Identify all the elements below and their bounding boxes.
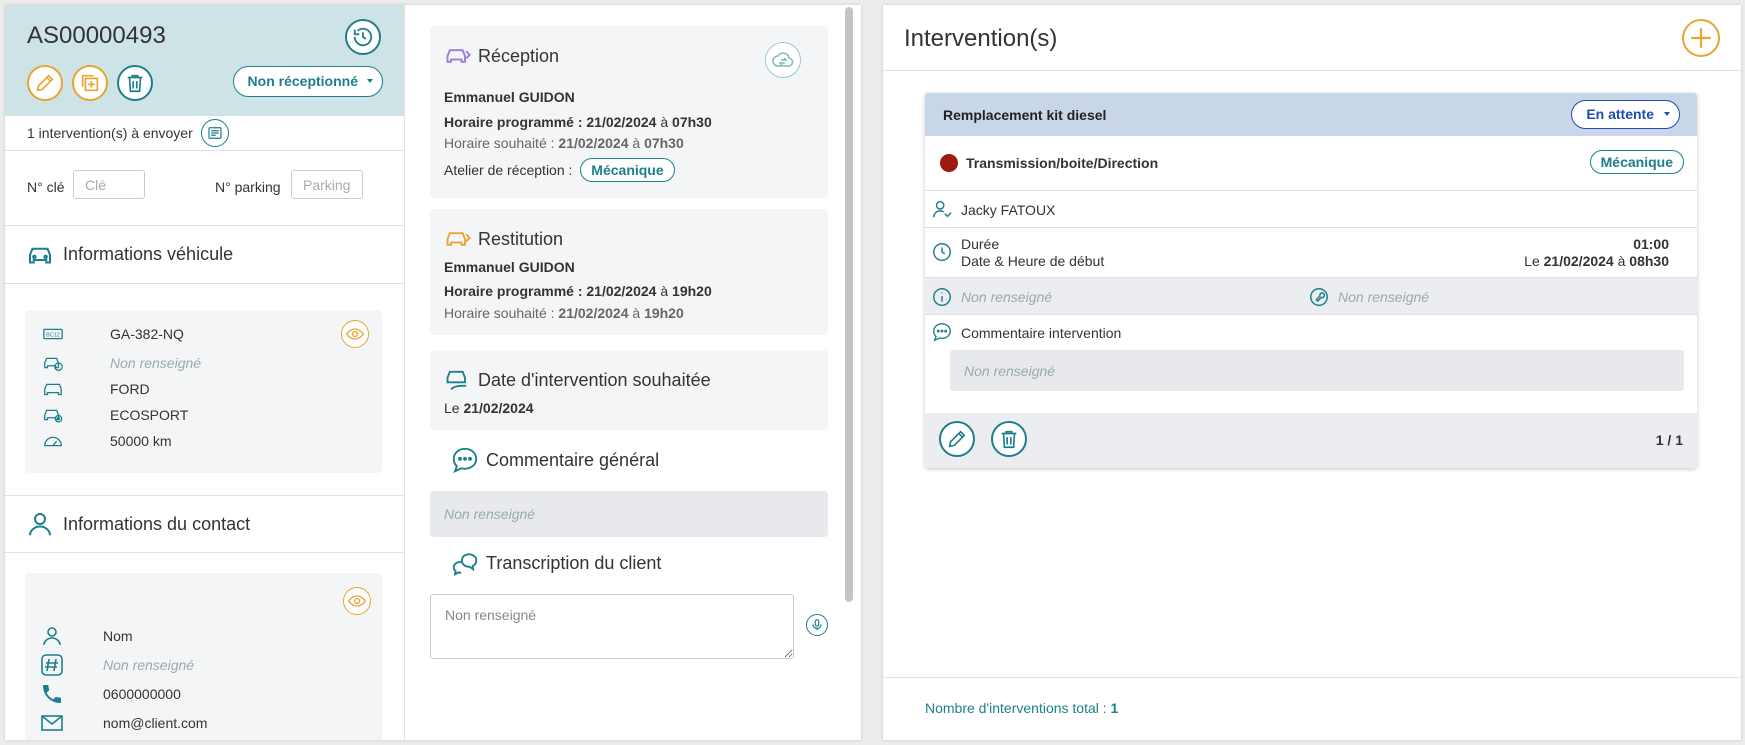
intervention-status-dropdown[interactable] [1571, 100, 1680, 129]
intervention-card-header [925, 93, 1697, 136]
edit-button[interactable] [27, 65, 63, 101]
car-hand-icon [444, 366, 472, 394]
vehicle-row-brand [42, 377, 150, 401]
interventions-title: Intervention(s) [904, 25, 1058, 52]
edit-intervention-button[interactable] [939, 421, 975, 457]
contact-section-title [5, 495, 405, 553]
vehicle-row-model [42, 403, 189, 427]
vehicle-plate: GA-382-NQ [110, 326, 184, 342]
intervention-title: Remplacement kit diesel [943, 107, 1107, 123]
intervention-pagination: 1 / 1 [1655, 432, 1683, 448]
restitution-scheduled-time: 19h20 [672, 283, 712, 299]
send-interventions-text: 1 intervention(s) à envoyer [27, 125, 193, 141]
car-icon [42, 378, 64, 400]
vehicle-model: ECOSPORT [110, 407, 189, 423]
car-in-icon [444, 42, 472, 70]
person-icon [25, 509, 55, 539]
restitution-title [444, 225, 563, 253]
restitution-wished-time: 19h20 [644, 305, 684, 321]
reception-block [430, 26, 828, 198]
reception-wished-time: 07h30 [644, 135, 684, 151]
wish-date-date: 21/02/2024 [463, 400, 534, 416]
add-intervention-button[interactable] [1682, 19, 1720, 57]
duplicate-button[interactable] [72, 65, 108, 101]
car-vin-icon [42, 352, 64, 374]
vehicle-card [25, 310, 382, 473]
wrench-icon [1308, 286, 1330, 308]
svg-text:BC12: BC12 [46, 332, 60, 339]
interventions-header [883, 5, 1741, 71]
duration-label: Durée [961, 236, 1000, 252]
interventions-total [925, 700, 1118, 716]
clock-icon [931, 241, 953, 263]
restitution-scheduled-date: 21/02/2024 [586, 283, 657, 299]
intervention-technician-row [925, 191, 1697, 228]
vehicle-title: Informations véhicule [63, 244, 234, 264]
reception-scheduled-date: 21/02/2024 [586, 114, 657, 130]
reception-scheduled [444, 114, 712, 130]
reception-wished [444, 135, 684, 151]
intervention-card [925, 93, 1697, 468]
category-color-dot [940, 154, 958, 172]
reception-person: Emmanuel GUIDON [444, 89, 575, 105]
reception-wished-label: Horaire souhaité : [444, 135, 555, 151]
chevron-down-icon [1664, 112, 1670, 116]
trash-icon [998, 428, 1020, 450]
intervention-info-row [925, 278, 1697, 315]
car-out-icon [444, 225, 472, 253]
intervention-category-row [925, 136, 1697, 191]
vehicle-brand: FORD [110, 381, 150, 397]
eye-icon [347, 591, 367, 611]
restitution-title-text: Restitution [478, 228, 564, 249]
delete-intervention-button[interactable] [991, 421, 1027, 457]
duplicate-icon [79, 72, 101, 94]
vehicle-row-plate [42, 322, 184, 346]
vehicle-section-title [5, 226, 404, 284]
vehicle-vin: Non renseigné [110, 355, 202, 371]
transcription-title [450, 548, 661, 578]
sync-button[interactable] [765, 42, 801, 78]
info-icon [931, 286, 953, 308]
contact-name: Nom [103, 628, 133, 644]
dossier-schedule-column [406, 5, 861, 740]
car-icon [25, 240, 55, 270]
general-comment-value: Non renseigné [430, 491, 828, 537]
start-label: Date & Heure de début [961, 253, 1105, 269]
contact-phone: 0600000000 [103, 686, 181, 702]
restitution-scheduled [444, 283, 712, 299]
reception-wished-a: à [632, 135, 641, 151]
reception-workshop-badge: Mécanique [580, 158, 674, 182]
reception-scheduled-a: à [660, 114, 669, 130]
restitution-person: Emmanuel GUIDON [444, 259, 575, 275]
license-plate-icon [42, 323, 64, 345]
intervention-card-footer [925, 413, 1697, 468]
intervention-category: Transmission/boite/Direction [966, 155, 1159, 171]
duration-value: 01:00 [1633, 236, 1669, 252]
history-button[interactable] [345, 19, 381, 55]
start-time: 08h30 [1629, 253, 1669, 269]
transcription-title-text: Transcription du client [486, 552, 662, 573]
start-prefix: Le [1524, 253, 1540, 269]
wish-date-prefix: Le [444, 400, 460, 416]
reception-wished-date: 21/02/2024 [558, 135, 629, 151]
contact-title: Informations du contact [63, 513, 251, 534]
mail-icon [40, 711, 64, 735]
parking-label: N° parking [215, 179, 281, 195]
interventions-total-value: 1 [1110, 700, 1119, 716]
send-button[interactable] [201, 119, 229, 147]
interventions-panel [883, 5, 1741, 740]
restitution-block [430, 209, 828, 335]
dossier-panel [5, 5, 861, 740]
vehicle-row-mileage [42, 429, 172, 453]
chat-icon [450, 445, 480, 475]
restitution-wished-label: Horaire souhaité : [444, 305, 555, 321]
keys-row [5, 151, 404, 226]
contact-view-button[interactable] [343, 587, 371, 615]
trash-icon [124, 72, 146, 94]
scrollbar[interactable] [843, 5, 853, 740]
contact-id: Non renseigné [103, 657, 195, 673]
reception-title-text: Réception [478, 45, 560, 66]
wish-date-title [444, 366, 711, 394]
dossier-id: AS00000493 [27, 22, 166, 49]
eye-icon [345, 324, 365, 344]
microphone-button[interactable] [806, 614, 828, 636]
delete-button[interactable] [117, 65, 153, 101]
intervention-status-label: En attente [1586, 106, 1654, 122]
vehicle-view-button[interactable] [341, 320, 369, 348]
general-comment-title-text: Commentaire général [486, 449, 660, 470]
reception-workshop-label: Atelier de réception : [444, 162, 573, 178]
reception-title [444, 42, 559, 70]
reception-scheduled-time: 07h30 [672, 114, 712, 130]
parking-input[interactable] [291, 170, 363, 199]
comment-label: Commentaire intervention [961, 325, 1122, 341]
intervention-workshop-badge: Mécanique [1590, 150, 1684, 174]
reception-status-label: Non réceptionné [247, 73, 358, 89]
chat-icon [931, 321, 953, 343]
reception-scheduled-label: Horaire programmé : [444, 114, 583, 130]
contact-row-name [40, 623, 133, 649]
reception-status-dropdown[interactable] [233, 66, 383, 97]
hash-icon [40, 653, 64, 677]
vehicle-row-vin [42, 351, 202, 375]
intervention-technician: Jacky FATOUX [961, 202, 1056, 218]
chevron-down-icon [367, 79, 373, 83]
wish-date-value [444, 400, 534, 416]
key-input[interactable] [73, 170, 145, 199]
gauge-icon [42, 430, 64, 452]
restitution-scheduled-label: Horaire programmé : [444, 283, 583, 299]
pencil-icon [34, 72, 56, 94]
contact-email: nom@client.com [103, 715, 208, 731]
dossier-info-column [5, 5, 405, 740]
send-list-icon [206, 124, 224, 142]
contact-section [5, 495, 405, 553]
intervention-time-row [925, 228, 1697, 278]
pencil-icon [946, 428, 968, 450]
chat-bubbles-icon [450, 548, 480, 578]
restitution-wished-date: 21/02/2024 [558, 305, 629, 321]
mechanic-icon [931, 198, 953, 220]
contact-row-email [40, 710, 208, 736]
car-gear-icon [42, 404, 64, 426]
restitution-scheduled-a: à [660, 283, 669, 299]
reception-workshop-row [444, 158, 675, 182]
person-icon [40, 624, 64, 648]
key-label: N° clé [27, 179, 65, 195]
contact-card [25, 573, 382, 740]
send-interventions-row [5, 116, 404, 151]
contact-row-phone [40, 681, 181, 707]
plus-icon [1688, 25, 1714, 51]
dossier-header [5, 5, 404, 116]
wish-date-title-text: Date d'intervention souhaitée [478, 369, 711, 390]
phone-icon [40, 682, 64, 706]
restitution-wished [444, 305, 684, 321]
scrollbar-thumb[interactable] [845, 7, 853, 602]
start-a: à [1617, 253, 1626, 269]
restitution-wished-a: à [632, 305, 641, 321]
wish-date-block [430, 350, 828, 430]
start-value [1524, 253, 1669, 269]
general-comment-title [450, 445, 659, 475]
start-date: 21/02/2024 [1543, 253, 1614, 269]
info-left-value: Non renseigné [961, 289, 1053, 305]
comment-value: Non renseigné [950, 350, 1684, 391]
vehicle-mileage: 50000 km [110, 433, 172, 449]
transcription-input[interactable] [430, 594, 794, 659]
contact-row-id [40, 652, 195, 678]
interventions-total-label: Nombre d'interventions total : [925, 700, 1107, 716]
intervention-comment-row [925, 315, 1697, 413]
history-icon [352, 26, 374, 48]
info-right-value: Non renseigné [1338, 289, 1430, 305]
footer-divider [883, 677, 1741, 678]
microphone-icon [810, 618, 824, 632]
cloud-sync-icon [771, 48, 795, 72]
